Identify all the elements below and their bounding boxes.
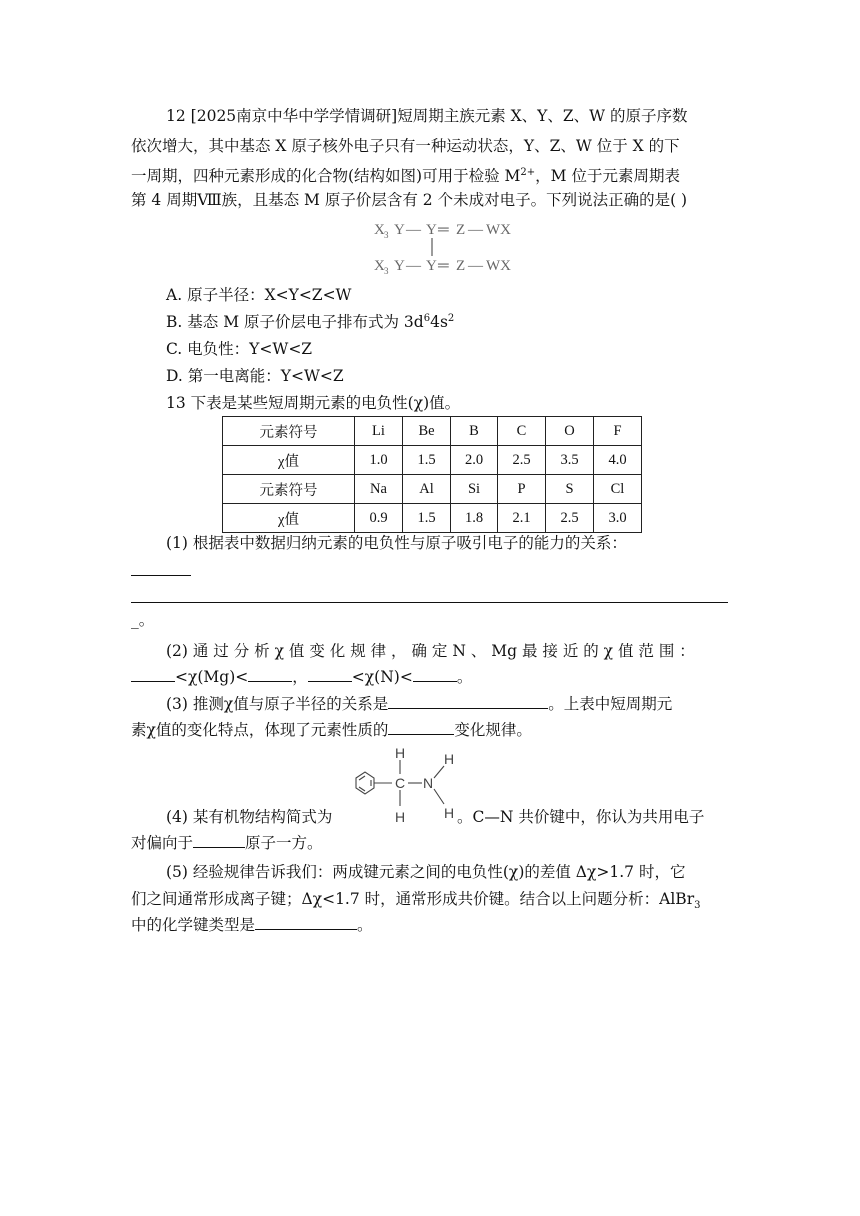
- part3-blank-1: [388, 694, 548, 709]
- struct-row2-b1: —: [406, 258, 421, 274]
- struct-row2-wx: WX: [486, 258, 511, 274]
- table-cell: 2.5: [546, 504, 594, 533]
- table-cell: S: [546, 475, 594, 504]
- struct-row1-z: Z: [456, 222, 466, 238]
- option-c-text: 电负性：Y<W<Z: [187, 340, 313, 358]
- part4-text-c: 对偏向于: [131, 834, 194, 852]
- table-cell: O: [546, 417, 594, 446]
- part3-text-b: 。上表中短周期元: [548, 695, 673, 713]
- part5-text-d: 。: [357, 916, 373, 934]
- q13-part3-line1: [166, 694, 672, 714]
- struct-row1-sub: 3: [384, 230, 389, 240]
- table-cell: F: [594, 417, 642, 446]
- part3-text-d: 变化规律。: [454, 721, 532, 739]
- n-upper-blank: [413, 667, 457, 682]
- q12-source: [2025南京中华中学学情调研]: [190, 107, 398, 125]
- table-cell: C: [498, 417, 546, 446]
- benzylamine-structure: [352, 744, 464, 826]
- n-range-text: <χ(N)<: [351, 668, 413, 686]
- option-a-text: 原子半径：X<Y<Z<W: [187, 286, 352, 304]
- table-cell: 1.0: [355, 446, 403, 475]
- table-cell: Li: [355, 417, 403, 446]
- q12-option-a: [166, 285, 352, 305]
- mg-lower-blank: [131, 667, 175, 682]
- struct-row1-y2: Y: [426, 222, 437, 238]
- q13-part5-line1: (5) 经验规律告诉我们：两成键元素之间的电负性(χ)的差值 Δχ>1.7 时，它: [166, 863, 686, 881]
- q12-charge: 2+: [520, 166, 536, 178]
- part1-answer-blank-2: [131, 602, 728, 603]
- struct-row2-b3: —: [468, 258, 483, 274]
- table-row: [223, 446, 642, 475]
- table-cell: 1.5: [403, 446, 451, 475]
- table-cell: 3.5: [546, 446, 594, 475]
- part3-text-a: (3) 推测χ值与原子半径的关系是: [166, 695, 389, 713]
- q12-structure-diagram: [374, 218, 534, 278]
- table-cell: Na: [355, 475, 403, 504]
- struct-row1-b2: ═: [438, 222, 449, 238]
- part3-text-c: 素χ值的变化特点，体现了元素性质的: [131, 721, 389, 739]
- table-cell: 1.5: [403, 504, 451, 533]
- q12-stem-5: 第 4 周期Ⅷ族，且基态 M 原子价层含有 2 个未成对电子。下列说法正确的是( ): [131, 191, 688, 209]
- atom-h-n-bottom: H: [444, 805, 455, 821]
- atom-c: C: [395, 775, 406, 791]
- period: 。: [456, 668, 473, 686]
- table-cell: 3.0: [594, 504, 642, 533]
- part4-text-d: 原子一方。: [245, 834, 323, 852]
- table-row: [223, 504, 642, 533]
- q12-stem-1: 短周期主族元素 X、Y、Z、W 的原子序数: [397, 107, 688, 125]
- q12-stem-4: ，M 位于元素周期表: [535, 167, 680, 185]
- q13-part2-prompt: (2) 通 过 分 析 χ 值 变 化 规 律 ， 确 定 N 、 Mg 最 接 近 的 χ 值 范 围 ：: [166, 642, 695, 660]
- q13-part4-text-a: (4) 某有机物结构简式为: [166, 808, 333, 826]
- struct-row2-z: Z: [456, 258, 466, 274]
- atom-h-top: H: [395, 745, 406, 761]
- struct-row2-y2: Y: [426, 258, 437, 274]
- part4-blank: [193, 833, 245, 848]
- q12-number: 12: [166, 107, 186, 125]
- electronegativity-table: [222, 416, 642, 533]
- table-cell: 元素符号: [223, 417, 355, 446]
- q13-stem: 下表是某些短周期元素的电负性(χ)值。: [190, 394, 461, 412]
- table-cell: 元素符号: [223, 475, 355, 504]
- table-cell: 2.0: [451, 446, 498, 475]
- option-c-label: C.: [166, 340, 183, 358]
- table-cell: Cl: [594, 475, 642, 504]
- q12-stem-2: 依次增大，其中基态 X 原子核外电子只有一种运动状态，Y、Z、W 位于 X 的下: [131, 137, 680, 155]
- q12-option-b: [166, 312, 454, 332]
- part1-answer-blank-1: [131, 575, 191, 576]
- q13-part5-line3: [131, 915, 373, 935]
- table-cell: B: [451, 417, 498, 446]
- table-cell: 0.9: [355, 504, 403, 533]
- table-cell: Be: [403, 417, 451, 446]
- option-b-label: B.: [166, 313, 183, 331]
- mg-upper-blank: [248, 667, 292, 682]
- atom-h-bottom: H: [395, 809, 406, 825]
- option-b-sup2: 2: [447, 312, 455, 324]
- part3-blank-2: [388, 720, 454, 735]
- q12-line-1: [166, 106, 688, 126]
- mg-range-text: <χ(Mg)<: [175, 668, 249, 686]
- table-cell: P: [498, 475, 546, 504]
- table-cell: Si: [451, 475, 498, 504]
- struct-row1-b3: —: [468, 222, 483, 238]
- q12-stem-3: 一周期，四种元素形成的化合物(结构如图)可用于检验 M: [131, 167, 521, 185]
- option-d-label: D.: [166, 367, 183, 385]
- option-a-label: A.: [166, 286, 183, 304]
- option-b-sup1: 6: [423, 312, 431, 324]
- table-cell: χ值: [223, 504, 355, 533]
- q13-number: 13: [166, 394, 186, 412]
- q13-part2-answer-line: [131, 667, 472, 687]
- q13-part5-line2: [131, 889, 701, 912]
- option-d-text: 第一电离能：Y<W<Z: [187, 367, 344, 385]
- atom-h-n-top: H: [444, 751, 455, 767]
- table-row: [223, 475, 642, 504]
- struct-row1-b1: —: [406, 222, 421, 238]
- part5-blank: [255, 915, 357, 930]
- option-b-mid: 4s: [430, 313, 448, 331]
- struct-row2-b2: ═: [438, 258, 449, 274]
- table-cell: 4.0: [594, 446, 642, 475]
- table-cell: 2.5: [498, 446, 546, 475]
- q12-option-d: [166, 366, 344, 386]
- part5-text-c: 中的化学键类型是: [131, 916, 256, 934]
- comma: ，: [292, 668, 308, 686]
- n-h-top-bond: [434, 766, 444, 778]
- part5-sub: 3: [694, 900, 701, 912]
- q12-option-c: [166, 339, 312, 359]
- option-b-text: 基态 M 原子价层电子排布式为 3d: [187, 313, 424, 331]
- struct-row2-y1: Y: [394, 258, 405, 274]
- table-cell: χ值: [223, 446, 355, 475]
- n-lower-blank: [308, 667, 352, 682]
- table-cell: 1.8: [451, 504, 498, 533]
- struct-row1-wx: WX: [486, 222, 511, 238]
- table-cell: Al: [403, 475, 451, 504]
- struct-row1-y1: Y: [394, 222, 405, 238]
- struct-row2-sub: 3: [384, 266, 389, 276]
- q13-part4-text-b: 。C—N 共价键中，你认为共用电子: [457, 808, 705, 826]
- struct-row2-x: X: [374, 258, 385, 274]
- q13-part1-end: _。: [131, 611, 155, 629]
- q13-part4-line2: [131, 833, 323, 853]
- part5-text-b: 们之间通常形成离子键；Δχ<1.7 时，通常形成共价键。结合以上问题分析：AlBr: [131, 890, 695, 908]
- q13-heading: [166, 393, 460, 413]
- table-row: [223, 417, 642, 446]
- q13-part1-prompt: (1) 根据表中数据归纳元素的电负性与原子吸引电子的能力的关系：: [166, 534, 627, 552]
- table-cell: 2.1: [498, 504, 546, 533]
- q13-part3-line2: [131, 720, 532, 740]
- q12-line-3: [131, 166, 680, 186]
- struct-row1-x: X: [374, 222, 385, 238]
- atom-n: N: [423, 775, 434, 791]
- n-h-bottom-bond: [434, 789, 444, 804]
